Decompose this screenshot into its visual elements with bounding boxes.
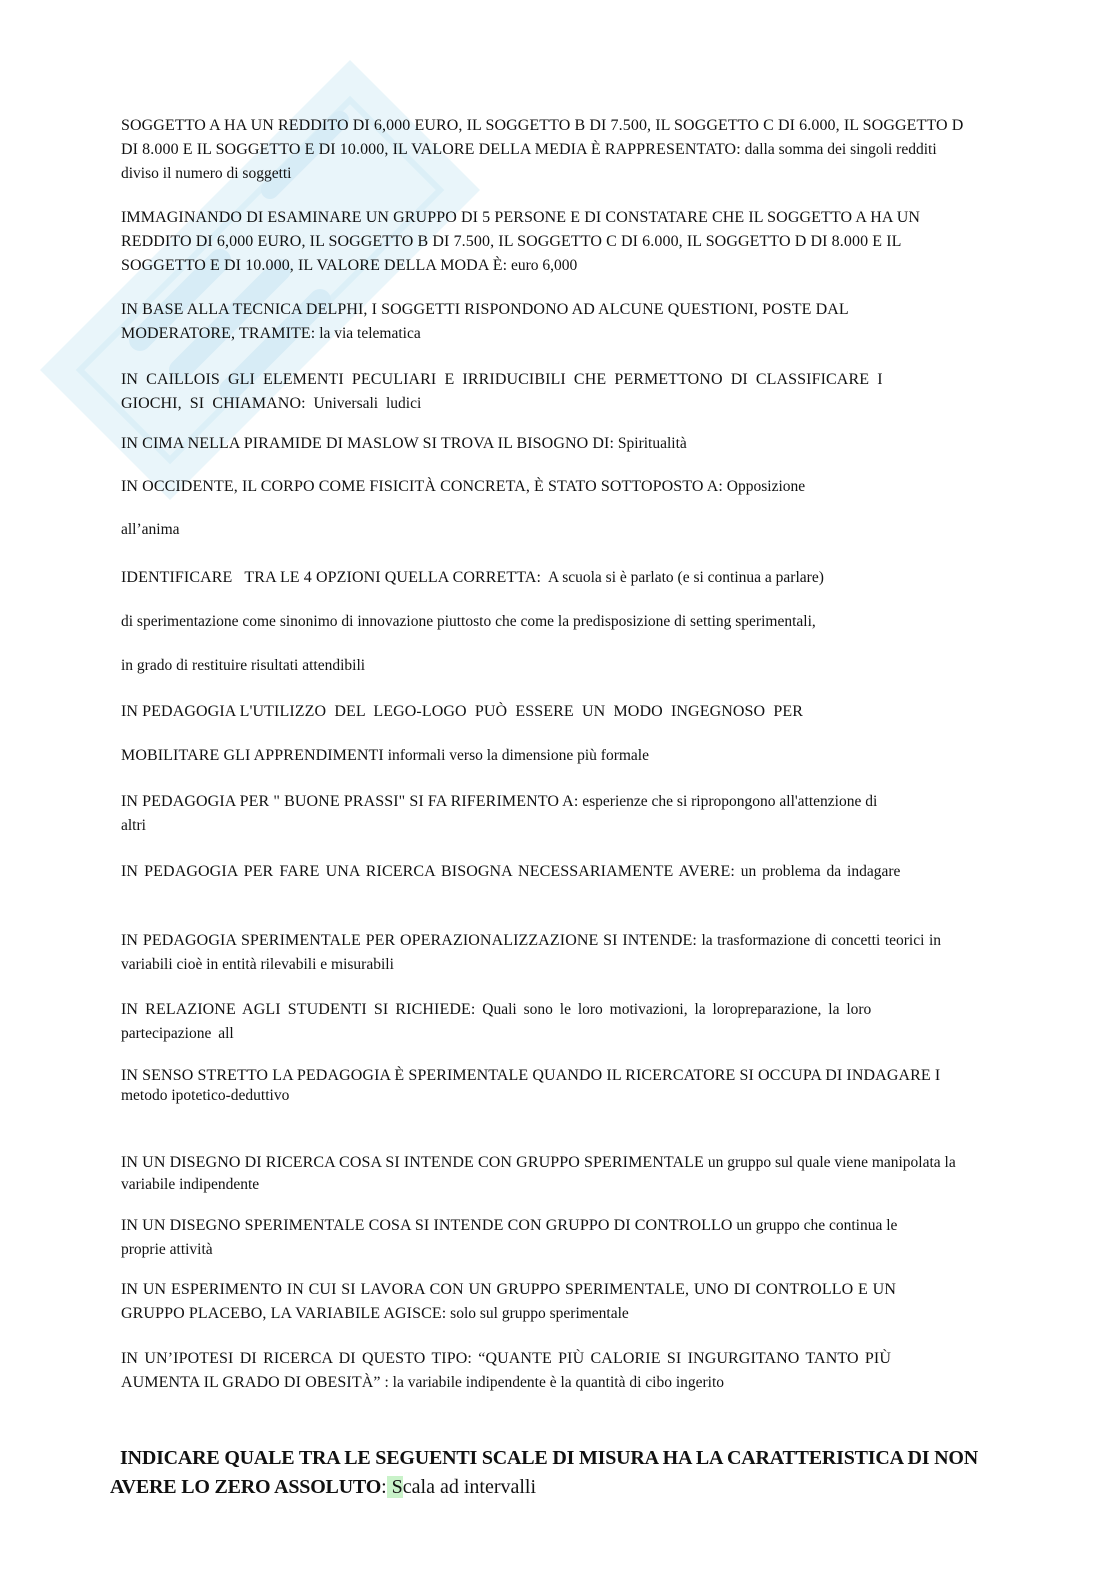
qa-item-7	[121, 566, 966, 590]
question-text: IN PEDAGOGIA PER FARE UNA RICERCA BISOGNA NECESSARIAMENTE AVERE:	[121, 863, 735, 880]
final-question-text: INDICARE QUALE TRA LE SEGUENTI SCALE DI MISURA HA LA CARATTERISTICA DI NON AVERE LO ZERO ASSOLUTO	[110, 1447, 978, 1498]
answer-text: A scuola si è parlato (e si continua a parlare)	[541, 569, 824, 586]
answer-text: esperienze che si ripropongono all'attenzione di altri	[121, 793, 878, 834]
answer-text: all’anima	[121, 521, 180, 538]
final-question	[110, 1444, 990, 1502]
answer-text: Quali sono le loro motivazioni, la loropreparazione, la loro partecipazione all	[121, 1001, 872, 1042]
answer-text: un gruppo sul quale viene manipolata la variabile indipendente	[121, 1154, 956, 1193]
question-text: IN OCCIDENTE, IL CORPO COME FISICITÀ CONCRETA, È STATO SOTTOPOSTO A:	[121, 478, 723, 495]
final-answer-highlight: S	[386, 1476, 403, 1498]
answer-text: Universali ludici	[305, 395, 422, 412]
question-text: IMMAGINANDO DI ESAMINARE UN GRUPPO DI 5 PERSONE E DI CONSTATARE CHE IL SOGGETTO A HA UN REDDITO DI 6,000 EURO, IL SOGGETTO B DI 7.500, IL SOGGETTO C DI 6.000, IL SOGGETTO D DI 8.000 E IL SOGGETTO E DI 10.000, IL VALORE DELLA MODA È:	[121, 209, 921, 274]
qa-item-8-continued	[121, 744, 966, 768]
answer-text: dalla somma dei singoli redditi diviso il numero di soggetti	[121, 141, 937, 182]
question-text: IN UN ESPERIMENTO IN CUI SI LAVORA CON UN GRUPPO SPERIMENTALE, UNO DI CONTROLLO E UN GRUPPO PLACEBO, LA VARIABILE AGISCE:	[121, 1281, 896, 1322]
final-answer-text: cala ad intervalli	[402, 1476, 537, 1498]
answer-text: di sperimentazione come sinonimo di innovazione piuttosto che come la predisposizione di setting sperimentali,	[121, 613, 816, 630]
qa-item-10	[121, 860, 921, 884]
answer-text: un gruppo che continua le proprie attività	[121, 1217, 898, 1258]
final-separator: :	[381, 1476, 387, 1498]
qa-item-7-continued-2	[121, 654, 966, 678]
answer-text: solo sul gruppo sperimentale	[446, 1305, 629, 1322]
question-text: IN PEDAGOGIA PER " BUONE PRASSI" SI FA RIFERIMENTO A:	[121, 793, 579, 810]
question-text: IDENTIFICARE TRA LE 4 OPZIONI QUELLA CORRETTA:	[121, 569, 542, 586]
answer-text: informali verso la dimensione più formale	[383, 747, 649, 764]
qa-item-6	[121, 475, 966, 499]
answer-text: la via telematica	[315, 325, 421, 342]
qa-item-4	[121, 368, 951, 416]
question-text: SOGGETTO A HA UN REDDITO DI 6,000 EURO, IL SOGGETTO B DI 7.500, IL SOGGETTO C DI 6.000, IL SOGGETTO D DI 8.000 E IL SOGGETTO E DI 10.000, IL VALORE DELLA MEDIA È RAPPRESENTATO:	[121, 117, 964, 158]
answer-text: la trasformazione di concetti teorici in variabili cioè in entità rilevabili e misurabili	[121, 932, 942, 973]
qa-item-17	[121, 1347, 891, 1395]
qa-item-1	[121, 114, 966, 186]
qa-item-16	[121, 1278, 896, 1326]
question-text: IN RELAZIONE AGLI STUDENTI SI RICHIEDE:	[121, 1001, 476, 1018]
question-text: IN UN DISEGNO SPERIMENTALE COSA SI INTENDE CON GRUPPO DI CONTROLLO	[121, 1217, 733, 1234]
qa-item-6-continued	[121, 518, 966, 542]
question-text: IN SENSO STRETTO LA PEDAGOGIA È SPERIMENTALE QUANDO IL RICERCATORE SI OCCUPA DI INDAGARE I	[121, 1067, 941, 1084]
qa-item-8	[121, 700, 966, 724]
question-text: MOBILITARE GLI APPRENDIMENTI	[121, 747, 384, 764]
question-text: IN PEDAGOGIA SPERIMENTALE PER OPERAZIONALIZZAZIONE SI INTENDE:	[121, 932, 697, 949]
answer-text: Spiritualità	[614, 435, 687, 452]
qa-item-5	[121, 432, 966, 456]
qa-item-11	[121, 929, 941, 977]
answer-text: euro 6,000	[507, 257, 578, 274]
answer-text: in grado di restituire risultati attendibili	[121, 657, 366, 674]
qa-item-9	[121, 790, 881, 838]
answer-text: metodo ipotetico-deduttivo	[121, 1087, 290, 1104]
qa-item-2	[121, 206, 966, 278]
question-text: IN CIMA NELLA PIRAMIDE DI MASLOW SI TROVA IL BISOGNO DI:	[121, 435, 615, 452]
question-text: IN PEDAGOGIA L'UTILIZZO DEL LEGO-LOGO PUÒ ESSERE UN MODO INGEGNOSO PER	[121, 703, 804, 720]
answer-text: un problema da indagare	[734, 863, 901, 880]
qa-item-15	[121, 1214, 921, 1262]
question-text: IN BASE ALLA TECNICA DELPHI, I SOGGETTI RISPONDONO AD ALCUNE QUESTIONI, POSTE DAL MODERATORE, TRAMITE:	[121, 301, 849, 342]
question-text: IN CAILLOIS GLI ELEMENTI PECULIARI E IRRIDUCIBILI CHE PERMETTONO DI CLASSIFICARE I GIOCHI, SI CHIAMANO:	[121, 371, 883, 412]
qa-item-13	[121, 1066, 961, 1106]
qa-item-3	[121, 298, 941, 346]
qa-item-14	[121, 1152, 966, 1196]
qa-item-7-continued-1	[121, 610, 966, 634]
answer-text: : la variabile indipendente è la quantità di cibo ingerito	[380, 1374, 725, 1391]
question-text: IN UN DISEGNO DI RICERCA COSA SI INTENDE CON GRUPPO SPERIMENTALE	[121, 1154, 704, 1171]
question-text: IN UN’IPOTESI DI RICERCA DI QUESTO TIPO: “QUANTE PIÙ CALORIE SI INGURGITANO TANTO PIÙ AUMENTA IL GRADO DI OBESITÀ”	[121, 1350, 891, 1391]
answer-text: Opposizione	[722, 478, 806, 495]
qa-item-12	[121, 998, 921, 1046]
